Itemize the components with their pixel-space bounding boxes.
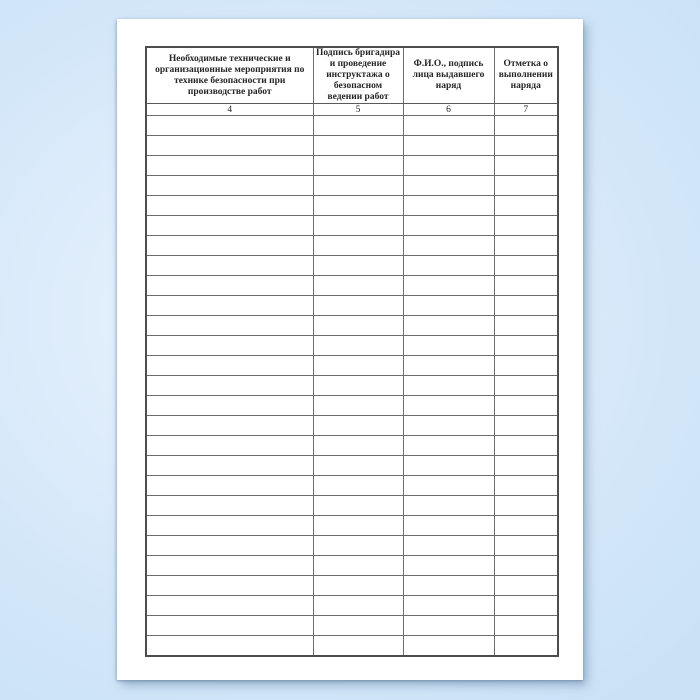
table-body bbox=[146, 116, 558, 656]
empty-cell bbox=[494, 576, 558, 596]
empty-cell bbox=[146, 476, 313, 496]
empty-cell bbox=[146, 576, 313, 596]
empty-cell bbox=[146, 316, 313, 336]
empty-cell bbox=[313, 236, 403, 256]
empty-cell bbox=[494, 556, 558, 576]
empty-cell bbox=[403, 556, 494, 576]
table-row bbox=[146, 516, 558, 536]
empty-cell bbox=[146, 196, 313, 216]
empty-cell bbox=[403, 456, 494, 476]
empty-cell bbox=[146, 536, 313, 556]
empty-cell bbox=[403, 136, 494, 156]
empty-cell bbox=[403, 156, 494, 176]
empty-cell bbox=[494, 536, 558, 556]
empty-cell bbox=[313, 616, 403, 636]
empty-cell bbox=[403, 176, 494, 196]
empty-cell bbox=[146, 256, 313, 276]
table-row bbox=[146, 316, 558, 336]
empty-cell bbox=[146, 176, 313, 196]
empty-cell bbox=[494, 376, 558, 396]
empty-cell bbox=[403, 596, 494, 616]
empty-cell bbox=[313, 476, 403, 496]
empty-cell bbox=[403, 616, 494, 636]
empty-cell bbox=[403, 196, 494, 216]
empty-cell bbox=[146, 516, 313, 536]
empty-cell bbox=[403, 576, 494, 596]
table-row bbox=[146, 196, 558, 216]
table-row bbox=[146, 436, 558, 456]
empty-cell bbox=[146, 336, 313, 356]
empty-cell bbox=[403, 116, 494, 136]
empty-cell bbox=[494, 476, 558, 496]
empty-cell bbox=[494, 516, 558, 536]
table-row bbox=[146, 636, 558, 656]
empty-cell bbox=[494, 216, 558, 236]
table-row bbox=[146, 296, 558, 316]
empty-cell bbox=[313, 176, 403, 196]
column-header-completion-mark: Отметка о выполнении наряда bbox=[494, 47, 558, 104]
empty-cell bbox=[403, 316, 494, 336]
empty-cell bbox=[313, 536, 403, 556]
empty-cell bbox=[313, 376, 403, 396]
empty-cell bbox=[313, 356, 403, 376]
table-row bbox=[146, 356, 558, 376]
empty-cell bbox=[146, 596, 313, 616]
empty-cell bbox=[146, 456, 313, 476]
empty-cell bbox=[146, 296, 313, 316]
empty-cell bbox=[313, 596, 403, 616]
empty-cell bbox=[494, 316, 558, 336]
empty-cell bbox=[494, 636, 558, 656]
empty-cell bbox=[313, 116, 403, 136]
empty-cell bbox=[313, 496, 403, 516]
empty-cell bbox=[403, 476, 494, 496]
empty-cell bbox=[403, 356, 494, 376]
empty-cell bbox=[146, 416, 313, 436]
empty-cell bbox=[403, 636, 494, 656]
empty-cell bbox=[494, 176, 558, 196]
empty-cell bbox=[313, 396, 403, 416]
empty-cell bbox=[403, 276, 494, 296]
table-row bbox=[146, 416, 558, 436]
empty-cell bbox=[146, 436, 313, 456]
table-row bbox=[146, 616, 558, 636]
table-row bbox=[146, 136, 558, 156]
table-row bbox=[146, 256, 558, 276]
table-row bbox=[146, 456, 558, 476]
empty-cell bbox=[313, 276, 403, 296]
empty-cell bbox=[146, 396, 313, 416]
empty-cell bbox=[494, 276, 558, 296]
empty-cell bbox=[494, 116, 558, 136]
empty-cell bbox=[494, 236, 558, 256]
empty-cell bbox=[313, 416, 403, 436]
table-row bbox=[146, 496, 558, 516]
work-permit-table bbox=[145, 46, 559, 657]
paper-sheet bbox=[117, 19, 583, 680]
column-header-foreman-signature: Подпись бригадира и проведение инструктажа о безопасном ведении работ bbox=[313, 47, 403, 104]
empty-cell bbox=[494, 256, 558, 276]
empty-cell bbox=[146, 636, 313, 656]
table-header-row bbox=[146, 47, 558, 104]
table-row bbox=[146, 176, 558, 196]
empty-cell bbox=[313, 516, 403, 536]
column-header-issuer-name-signature: Ф.И.О., подпись лица выдавшего наряд bbox=[403, 47, 494, 104]
empty-cell bbox=[313, 316, 403, 336]
column-number-4: 4 bbox=[146, 104, 313, 116]
empty-cell bbox=[146, 116, 313, 136]
empty-cell bbox=[403, 216, 494, 236]
empty-cell bbox=[146, 616, 313, 636]
empty-cell bbox=[494, 436, 558, 456]
table-row bbox=[146, 556, 558, 576]
table-row bbox=[146, 376, 558, 396]
empty-cell bbox=[494, 616, 558, 636]
empty-cell bbox=[313, 456, 403, 476]
table-row bbox=[146, 336, 558, 356]
empty-cell bbox=[313, 256, 403, 276]
empty-cell bbox=[494, 336, 558, 356]
empty-cell bbox=[146, 156, 313, 176]
table-row bbox=[146, 396, 558, 416]
empty-cell bbox=[403, 516, 494, 536]
empty-cell bbox=[313, 336, 403, 356]
table-row bbox=[146, 536, 558, 556]
empty-cell bbox=[403, 436, 494, 456]
empty-cell bbox=[403, 336, 494, 356]
empty-cell bbox=[494, 296, 558, 316]
empty-cell bbox=[313, 156, 403, 176]
empty-cell bbox=[403, 296, 494, 316]
empty-cell bbox=[403, 376, 494, 396]
empty-cell bbox=[146, 356, 313, 376]
empty-cell bbox=[146, 216, 313, 236]
table-row bbox=[146, 476, 558, 496]
empty-cell bbox=[403, 536, 494, 556]
empty-cell bbox=[494, 596, 558, 616]
empty-cell bbox=[313, 196, 403, 216]
empty-cell bbox=[146, 496, 313, 516]
table-header bbox=[146, 47, 558, 116]
column-number-7: 7 bbox=[494, 104, 558, 116]
empty-cell bbox=[313, 436, 403, 456]
empty-cell bbox=[313, 556, 403, 576]
empty-cell bbox=[146, 236, 313, 256]
empty-cell bbox=[494, 196, 558, 216]
empty-cell bbox=[403, 396, 494, 416]
table-row bbox=[146, 236, 558, 256]
empty-cell bbox=[403, 416, 494, 436]
table-row bbox=[146, 156, 558, 176]
empty-cell bbox=[313, 576, 403, 596]
empty-cell bbox=[313, 136, 403, 156]
column-number-6: 6 bbox=[403, 104, 494, 116]
column-number-row bbox=[146, 104, 558, 116]
empty-cell bbox=[494, 416, 558, 436]
empty-cell bbox=[146, 376, 313, 396]
table-row bbox=[146, 116, 558, 136]
empty-cell bbox=[403, 236, 494, 256]
empty-cell bbox=[494, 496, 558, 516]
empty-cell bbox=[313, 636, 403, 656]
empty-cell bbox=[313, 216, 403, 236]
empty-cell bbox=[146, 136, 313, 156]
empty-cell bbox=[146, 276, 313, 296]
table-row bbox=[146, 596, 558, 616]
empty-cell bbox=[494, 156, 558, 176]
empty-cell bbox=[494, 396, 558, 416]
empty-cell bbox=[313, 296, 403, 316]
empty-cell bbox=[494, 456, 558, 476]
table-row bbox=[146, 216, 558, 236]
column-number-5: 5 bbox=[313, 104, 403, 116]
table-row bbox=[146, 276, 558, 296]
table-row bbox=[146, 576, 558, 596]
empty-cell bbox=[494, 356, 558, 376]
empty-cell bbox=[146, 556, 313, 576]
empty-cell bbox=[494, 136, 558, 156]
column-header-safety-measures: Необходимые технические и организационные мероприятия по технике безопасности при производстве работ bbox=[146, 47, 313, 104]
empty-cell bbox=[403, 256, 494, 276]
empty-cell bbox=[403, 496, 494, 516]
